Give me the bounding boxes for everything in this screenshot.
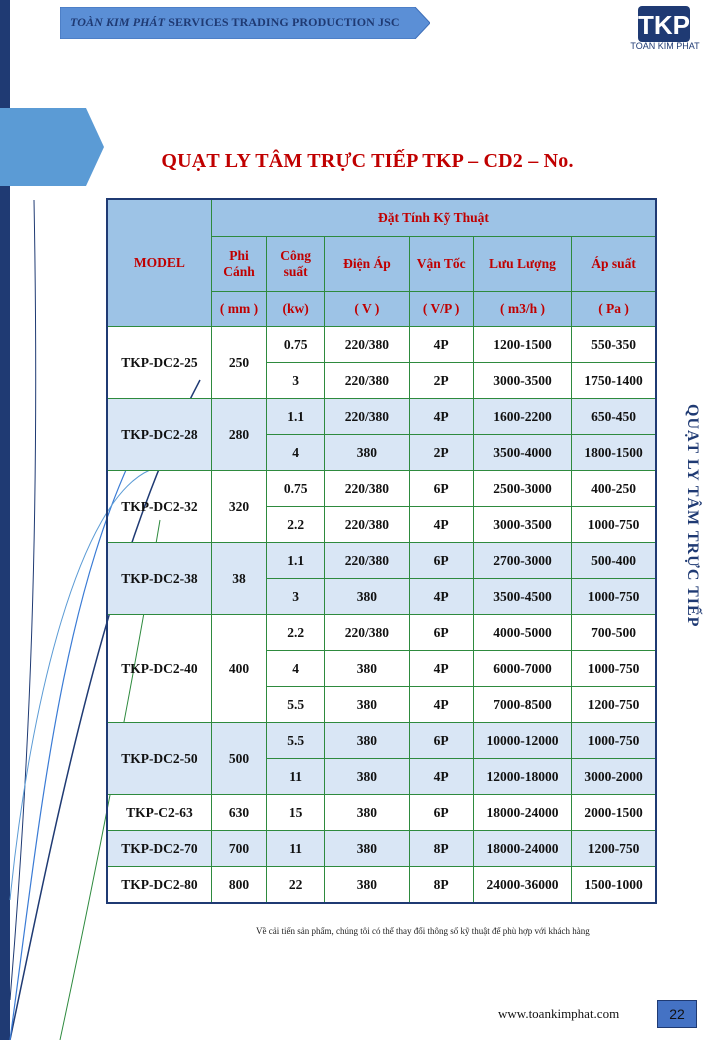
pressure-cell: 1200-750 [572, 687, 656, 723]
voltage-cell: 220/380 [325, 327, 409, 363]
speed-cell: 4P [409, 327, 473, 363]
speed-cell: 4P [409, 759, 473, 795]
col-header-pressure: Áp suất [572, 237, 656, 292]
flow-cell: 3500-4000 [473, 435, 571, 471]
power-cell: 3 [267, 363, 325, 399]
model-cell: TKP-DC2-38 [107, 543, 211, 615]
unit-speed: ( V/P ) [409, 292, 473, 327]
pressure-cell: 550-350 [572, 327, 656, 363]
table-row [107, 615, 656, 651]
company-name-prefix: TOÀN KIM PHÁT [70, 15, 166, 29]
flow-cell: 24000-36000 [473, 867, 571, 904]
flow-cell: 3000-3500 [473, 507, 571, 543]
pressure-cell: 700-500 [572, 615, 656, 651]
power-cell: 22 [267, 867, 325, 904]
flow-cell: 7000-8500 [473, 687, 571, 723]
voltage-cell: 380 [325, 579, 409, 615]
pressure-cell: 400-250 [572, 471, 656, 507]
spec-table [106, 198, 657, 904]
speed-cell: 6P [409, 471, 473, 507]
pressure-cell: 1000-750 [572, 651, 656, 687]
pressure-cell: 1500-1000 [572, 867, 656, 904]
pressure-cell: 1750-1400 [572, 363, 656, 399]
table-row [107, 723, 656, 759]
voltage-cell: 220/380 [325, 615, 409, 651]
page-number: 22 [657, 1000, 697, 1028]
voltage-cell: 380 [325, 723, 409, 759]
model-header: MODEL [107, 199, 211, 327]
diameter-cell: 500 [211, 723, 266, 795]
voltage-cell: 380 [325, 759, 409, 795]
power-cell: 3 [267, 579, 325, 615]
power-cell: 0.75 [267, 471, 325, 507]
model-cell: TKP-DC2-25 [107, 327, 211, 399]
pressure-cell: 500-400 [572, 543, 656, 579]
col-header-diameter: Phi Cánh [211, 237, 266, 292]
pressure-cell: 1000-750 [572, 579, 656, 615]
pressure-cell: 650-450 [572, 399, 656, 435]
flow-cell: 1200-1500 [473, 327, 571, 363]
speed-cell: 4P [409, 579, 473, 615]
power-cell: 5.5 [267, 723, 325, 759]
model-cell: TKP-DC2-70 [107, 831, 211, 867]
flow-cell: 12000-18000 [473, 759, 571, 795]
speed-cell: 4P [409, 399, 473, 435]
unit-voltage: ( V ) [325, 292, 409, 327]
power-cell: 11 [267, 759, 325, 795]
power-cell: 2.2 [267, 615, 325, 651]
logo-letters: TKP [638, 10, 690, 40]
voltage-cell: 220/380 [325, 363, 409, 399]
flow-cell: 1600-2200 [473, 399, 571, 435]
unit-power: (kw) [267, 292, 325, 327]
flow-cell: 18000-24000 [473, 831, 571, 867]
group-header: Đặt Tính Kỹ Thuật [211, 199, 656, 237]
power-cell: 4 [267, 435, 325, 471]
flow-cell: 4000-5000 [473, 615, 571, 651]
footnote: Về cải tiến sản phẩm, chúng tôi có thể thay đổi thông số kỹ thuật để phù hợp với khách hàng [256, 926, 590, 936]
diameter-cell: 280 [211, 399, 266, 471]
pressure-cell: 1800-1500 [572, 435, 656, 471]
side-title: QUẠT LY TÂM TRỰC TIẾP [684, 404, 701, 628]
flow-cell: 6000-7000 [473, 651, 571, 687]
voltage-cell: 220/380 [325, 399, 409, 435]
table-row [107, 795, 656, 831]
flow-cell: 2500-3000 [473, 471, 571, 507]
speed-cell: 6P [409, 543, 473, 579]
website-link[interactable]: www.toankimphat.com [498, 1006, 620, 1021]
table-row [107, 399, 656, 435]
flow-cell: 2700-3000 [473, 543, 571, 579]
pressure-cell: 1000-750 [572, 723, 656, 759]
voltage-cell: 380 [325, 687, 409, 723]
model-cell: TKP-DC2-50 [107, 723, 211, 795]
table-row [107, 471, 656, 507]
unit-pressure: ( Pa ) [572, 292, 656, 327]
flow-cell: 10000-12000 [473, 723, 571, 759]
power-cell: 1.1 [267, 543, 325, 579]
model-cell: TKP-C2-63 [107, 795, 211, 831]
voltage-cell: 380 [325, 867, 409, 904]
speed-cell: 6P [409, 615, 473, 651]
voltage-cell: 220/380 [325, 507, 409, 543]
flow-cell: 3000-3500 [473, 363, 571, 399]
speed-cell: 8P [409, 831, 473, 867]
logo-caption: TOAN KIM PHAT [630, 41, 700, 51]
col-header-voltage: Điện Áp [325, 237, 409, 292]
speed-cell: 6P [409, 795, 473, 831]
diameter-cell: 800 [211, 867, 266, 904]
company-name [70, 15, 400, 30]
voltage-cell: 220/380 [325, 543, 409, 579]
model-cell: TKP-DC2-32 [107, 471, 211, 543]
table-row [107, 327, 656, 363]
voltage-cell: 380 [325, 831, 409, 867]
speed-cell: 4P [409, 651, 473, 687]
voltage-cell: 220/380 [325, 471, 409, 507]
diameter-cell: 38 [211, 543, 266, 615]
pressure-cell: 1200-750 [572, 831, 656, 867]
pressure-cell: 1000-750 [572, 507, 656, 543]
left-arrow-shape [0, 108, 104, 186]
power-cell: 5.5 [267, 687, 325, 723]
diameter-cell: 630 [211, 795, 266, 831]
diameter-cell: 250 [211, 327, 266, 399]
voltage-cell: 380 [325, 435, 409, 471]
speed-cell: 4P [409, 507, 473, 543]
col-header-flow: Lưu Lượng [473, 237, 571, 292]
page-title: QUẠT LY TÂM TRỰC TIẾP TKP – CD2 – No. [161, 150, 574, 172]
speed-cell: 8P [409, 867, 473, 904]
unit-diameter: ( mm ) [211, 292, 266, 327]
unit-flow: ( m3/h ) [473, 292, 571, 327]
power-cell: 15 [267, 795, 325, 831]
diameter-cell: 700 [211, 831, 266, 867]
pressure-cell: 3000-2000 [572, 759, 656, 795]
speed-cell: 4P [409, 687, 473, 723]
model-cell: TKP-DC2-80 [107, 867, 211, 904]
table-row [107, 831, 656, 867]
power-cell: 4 [267, 651, 325, 687]
voltage-cell: 380 [325, 795, 409, 831]
flow-cell: 18000-24000 [473, 795, 571, 831]
col-header-speed: Vận Tốc [409, 237, 473, 292]
pressure-cell: 2000-1500 [572, 795, 656, 831]
model-cell: TKP-DC2-28 [107, 399, 211, 471]
power-cell: 11 [267, 831, 325, 867]
table-row [107, 867, 656, 904]
power-cell: 2.2 [267, 507, 325, 543]
diameter-cell: 400 [211, 615, 266, 723]
model-cell: TKP-DC2-40 [107, 615, 211, 723]
speed-cell: 2P [409, 363, 473, 399]
company-name-suffix: SERVICES TRADING PRODUCTION JSC [165, 15, 400, 29]
voltage-cell: 380 [325, 651, 409, 687]
power-cell: 0.75 [267, 327, 325, 363]
diameter-cell: 320 [211, 471, 266, 543]
power-cell: 1.1 [267, 399, 325, 435]
speed-cell: 2P [409, 435, 473, 471]
table-row [107, 543, 656, 579]
flow-cell: 3500-4500 [473, 579, 571, 615]
speed-cell: 6P [409, 723, 473, 759]
tkp-logo [638, 6, 690, 42]
col-header-power: Công suất [267, 237, 325, 292]
